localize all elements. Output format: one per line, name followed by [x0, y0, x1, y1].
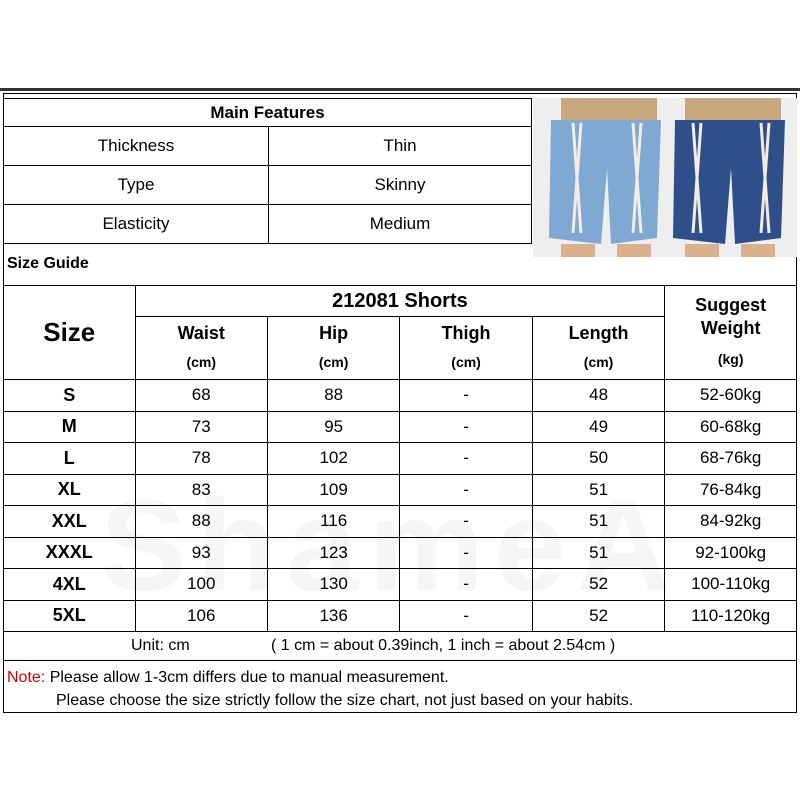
weight-header-line1: Suggest	[695, 295, 767, 315]
thigh-cell: -	[400, 411, 532, 443]
weight-cell: 84-92kg	[665, 506, 797, 538]
size-cell: M	[4, 411, 136, 443]
length-cell: 51	[532, 537, 665, 569]
hip-cell: 95	[267, 411, 399, 443]
size-cell: L	[4, 443, 136, 475]
thigh-cell: -	[400, 569, 532, 601]
unit-line	[3, 629, 797, 661]
size-cell: 5XL	[4, 600, 136, 632]
weight-cell: 68-76kg	[665, 443, 797, 475]
size-cell: 4XL	[4, 569, 136, 601]
hip-cell: 109	[267, 474, 399, 506]
features-title: Main Features	[4, 99, 532, 127]
table-row	[4, 380, 797, 412]
hip-cell: 116	[267, 506, 399, 538]
hip-cell: 123	[267, 537, 399, 569]
thigh-cell: -	[400, 443, 532, 475]
weight-header-line2: Weight	[700, 318, 761, 338]
waist-cell: 83	[135, 474, 267, 506]
col-header-waist: Waist (cm)	[135, 317, 267, 380]
feature-label: Type	[4, 166, 269, 205]
table-row	[4, 474, 797, 506]
length-cell: 51	[532, 474, 665, 506]
hip-cell: 130	[267, 569, 399, 601]
table-row	[4, 569, 797, 601]
unit-conversion: ( 1 cm = about 0.39inch, 1 inch = about 2.54cm )	[271, 637, 616, 654]
table-row	[4, 506, 797, 538]
feature-value: Thin	[269, 127, 532, 166]
weight-header-unit: (kg)	[717, 351, 744, 367]
length-cell: 52	[532, 569, 665, 601]
weight-cell: 76-84kg	[665, 474, 797, 506]
denim-shorts-image	[533, 98, 797, 257]
feature-value: Skinny	[269, 166, 532, 205]
feature-label: Elasticity	[4, 205, 269, 244]
hip-cell: 88	[267, 380, 399, 412]
weight-cell: 100-110kg	[665, 569, 797, 601]
table-row	[4, 600, 797, 632]
length-cell: 48	[532, 380, 665, 412]
note-line2: Please choose the size strictly follow the size chart, not just based on your habits.	[56, 692, 634, 709]
length-cell: 49	[532, 411, 665, 443]
col-header-hip: Hip (cm)	[267, 317, 399, 380]
table-row	[4, 443, 797, 475]
unit-label: Unit: cm	[131, 637, 190, 654]
feature-value: Medium	[269, 205, 532, 244]
features-table	[3, 98, 532, 244]
col-header-thigh: Thigh (cm)	[400, 317, 532, 380]
size-table	[3, 285, 797, 632]
top-divider	[0, 88, 800, 91]
waist-cell: 68	[135, 380, 267, 412]
size-cell: XXL	[4, 506, 136, 538]
length-cell: 50	[532, 443, 665, 475]
size-cell: XXXL	[4, 537, 136, 569]
thigh-cell: -	[400, 537, 532, 569]
weight-cell: 110-120kg	[665, 600, 797, 632]
note-label: Note:	[7, 669, 46, 686]
note-line1: Please allow 1-3cm differs due to manual measurement.	[45, 669, 449, 686]
feature-row	[4, 127, 532, 166]
length-cell: 51	[532, 506, 665, 538]
feature-row	[4, 166, 532, 205]
note-block	[7, 666, 633, 712]
thigh-cell: -	[400, 380, 532, 412]
weight-header	[665, 286, 797, 380]
product-photo	[533, 98, 797, 257]
hip-cell: 136	[267, 600, 399, 632]
table-row	[4, 411, 797, 443]
weight-cell: 60-68kg	[665, 411, 797, 443]
weight-cell: 52-60kg	[665, 380, 797, 412]
waist-cell: 106	[135, 600, 267, 632]
hip-cell: 102	[267, 443, 399, 475]
waist-cell: 78	[135, 443, 267, 475]
table-row	[4, 537, 797, 569]
size-header: Size	[4, 286, 136, 380]
waist-cell: 73	[135, 411, 267, 443]
product-title: 212081 Shorts	[135, 286, 665, 317]
feature-row	[4, 205, 532, 244]
waist-cell: 93	[135, 537, 267, 569]
col-header-length: Length (cm)	[532, 317, 665, 380]
waist-cell: 88	[135, 506, 267, 538]
size-guide-title: Size Guide	[7, 255, 89, 272]
feature-label: Thickness	[4, 127, 269, 166]
length-cell: 52	[532, 600, 665, 632]
waist-cell: 100	[135, 569, 267, 601]
size-cell: XL	[4, 474, 136, 506]
thigh-cell: -	[400, 506, 532, 538]
weight-cell: 92-100kg	[665, 537, 797, 569]
thigh-cell: -	[400, 600, 532, 632]
thigh-cell: -	[400, 474, 532, 506]
size-cell: S	[4, 380, 136, 412]
